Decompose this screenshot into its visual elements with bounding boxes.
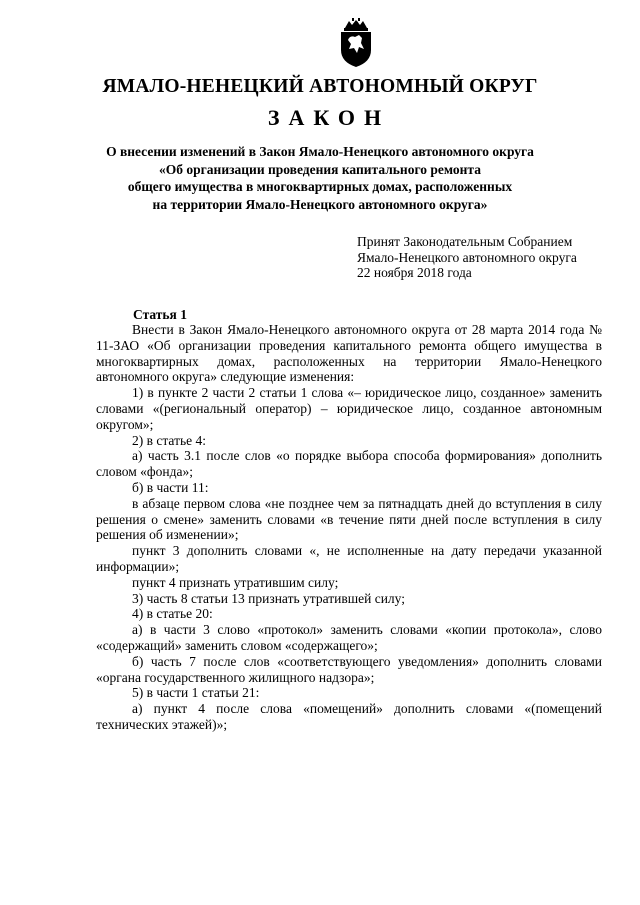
article-paragraph: 4) в статье 20: [132,606,213,622]
adoption-date: 22 ноября 2018 года [357,265,472,280]
region-title: ЯМАЛО-НЕНЕЦКИЙ АВТОНОМНЫЙ ОКРУГ [102,76,538,97]
subject-line: «Об организации проведения капитального ремонта [159,161,481,177]
article-paragraph: б) в части 11: [132,479,209,495]
adoption-note [357,234,577,281]
adoption-line: Ямало-Ненецкого автономного округа [357,249,577,265]
coat-of-arms-icon [335,18,377,68]
article-paragraph: в абзаце первом слова «не позднее чем за пятнадцать дней до вступления в силу решения о смене» заменить словами «в течение пяти дней после вступления в силу решения об изменении»; [96,495,602,543]
article-paragraph: Внести в Закон Ямало-Ненецкого автономного округа от 28 марта 2014 года № 11-ЗАО «Об организации проведения капитального ремонта общего имущества в многоквартирных домах, расположенных на территории Ямало-Ненецкого автономного округа» следующие изменения: [96,322,602,385]
article-paragraph: а) часть 3.1 после слов «о порядке выбора способа формирования» дополнить словом «фонда»; [96,448,602,480]
article-paragraph: 3) часть 8 статьи 13 признать утратившей силу; [132,590,405,606]
article-paragraph: 2) в статье 4: [132,432,206,448]
subject-line: О внесении изменений в Закон Ямало-Ненецкого автономного округа [106,144,534,159]
subject-line: общего имущества в многоквартирных домах, расположенных [127,179,513,194]
article-paragraph: а) в части 3 слово «протокол» заменить словами «копии протокола», слово «содержащий» заменить словом «содержащего»; [96,622,602,653]
article-paragraph: пункт 4 признать утратившим силу; [132,574,339,590]
article-title: Статья 1 [133,307,187,322]
document-type: ЗАКОН [267,105,391,130]
law-subject [80,143,560,213]
subject-line: на территории Ямало-Ненецкого автономного округа» [152,196,488,212]
adoption-line: Принят Законодательным Собранием [357,234,573,249]
article-paragraph: 1) в пункте 2 части 2 статьи 1 слова «– юридическое лицо, созданное» заменить словами «(региональный оператор) – юридическое лицо, созданное автономным округом»; [96,385,602,432]
article-paragraph: 5) в части 1 статьи 21: [132,685,260,701]
article-paragraph: пункт 3 дополнить словами «, не исполненные на дату передачи указанной информации»; [96,543,602,574]
article-body [96,322,602,733]
article-paragraph: б) часть 7 после слов «соответствующего уведомления» дополнить словами «органа государственного жилищного надзора»; [96,653,602,685]
article-paragraph: а) пункт 4 после слова «помещений» дополнить словами «(помещений технических этажей)»; [96,701,602,732]
